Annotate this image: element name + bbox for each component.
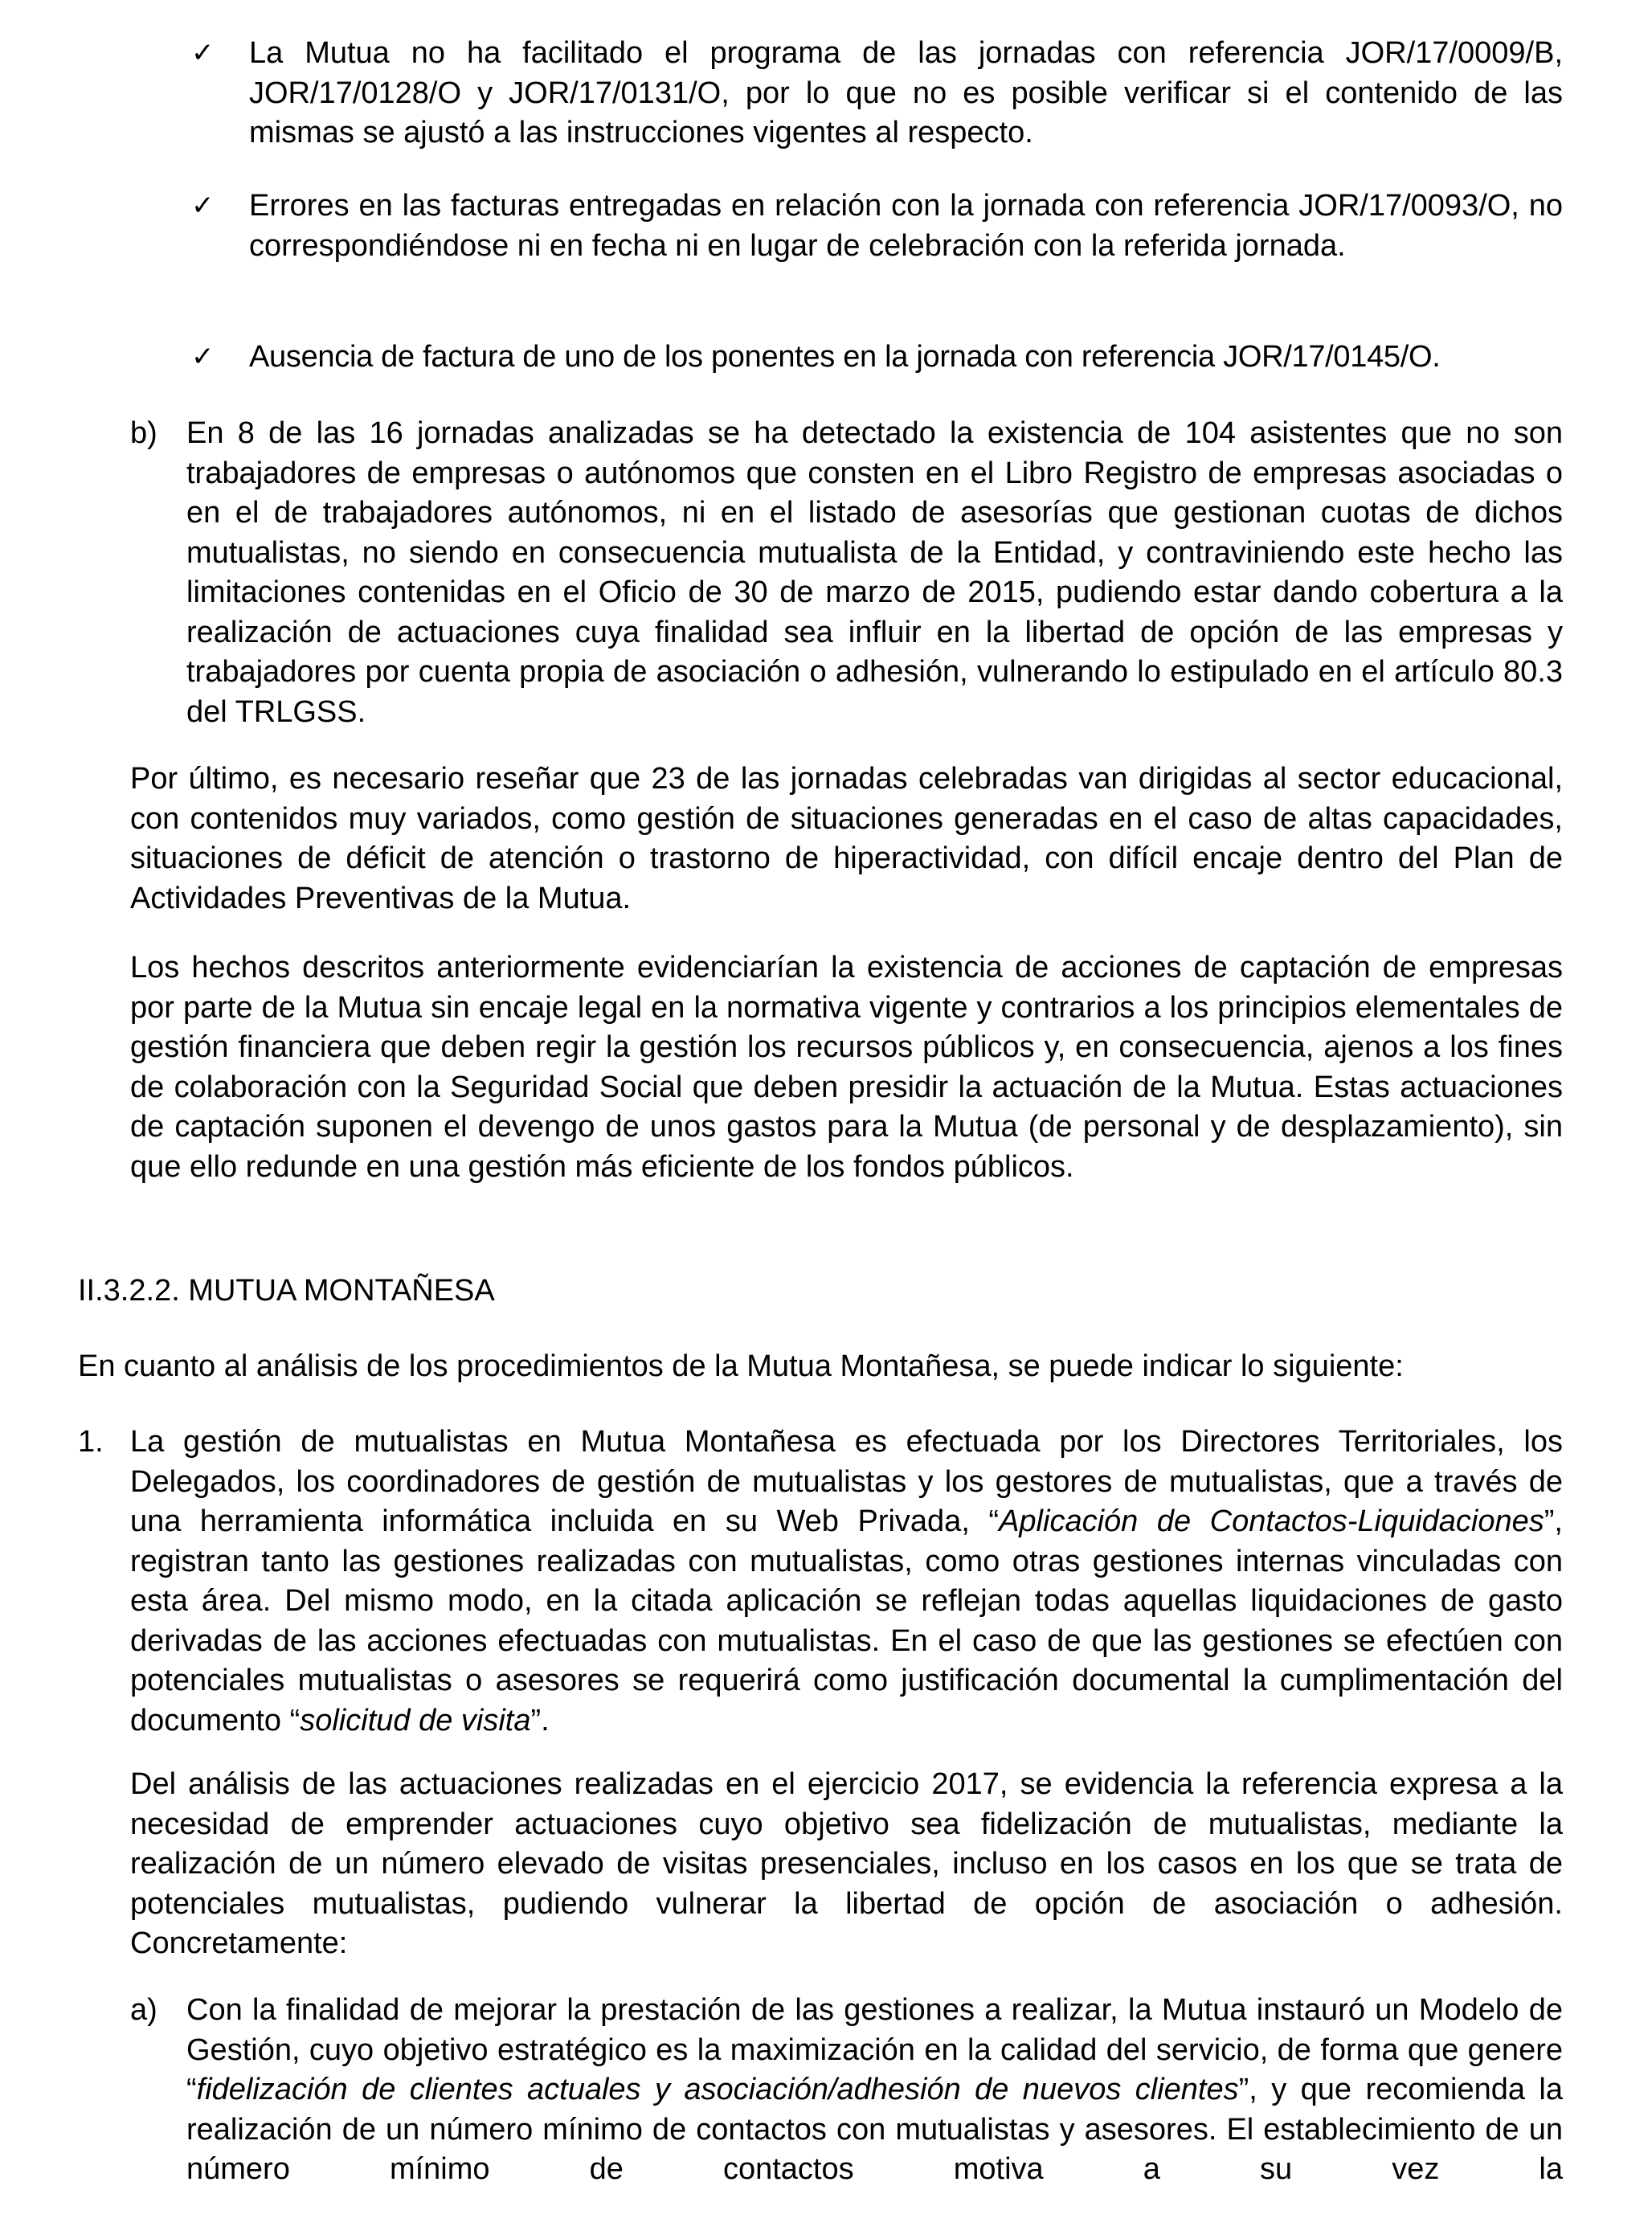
check-item-text: La Mutua no ha facilitado el programa de las jornadas con referencia JOR/17/0009/B, JOR/17/0128/O y JOR/17/0131/O, por lo que no es posible verificar si el contenido de las mismas se ajustó a las instrucciones vigentes al respecto. bbox=[249, 36, 1563, 149]
paragraph-hechos: Los hechos descritos anteriormente evidenciarían la existencia de acciones de captación de empresas por parte de la Mutua sin encaje legal en la normativa vigente y contrarios a los principios elementales de gestión financiera que deben regir la gestión los recursos públicos y, en consecuencia, ajenos a los fines de colaboración con la Seguridad Social que deben presidir la actuación de la Mutua. Estas actuaciones de captación suponen el devengo de unos gastos para la Mutua (de personal y de desplazamiento), sin que ello redunde en una gestión más eficiente de los fondos públicos. bbox=[130, 951, 1563, 1184]
checkmark-icon: ✓ bbox=[191, 37, 215, 69]
italic-term: solicitud de visita bbox=[300, 1703, 531, 1738]
text-run: ”, y que recomienda la realización de un número mínimo de contactos con mutualistas y asesores. El establecimiento de un número mínimo de contactos motiva a su vez la bbox=[186, 2073, 1563, 2186]
check-item-text: Errores en las facturas entregadas en relación con la jornada con referencia JOR/17/0093/O, no correspondiéndose ni en fecha ni en lugar de celebración con la referida jornada. bbox=[249, 189, 1563, 263]
section-intro: En cuanto al análisis de los procedimientos de la Mutua Montañesa, se puede indicar lo siguiente: bbox=[78, 1349, 1404, 1383]
list-marker: 1. bbox=[78, 1425, 104, 1459]
checkmark-icon: ✓ bbox=[191, 190, 215, 222]
list-item-text bbox=[130, 1423, 1563, 1741]
list-marker: a) bbox=[130, 1993, 157, 2027]
text-run: La gestión de mutualistas en Mutua Montañesa es efectuada por los Directores Territoriales, los Delegados, los coordinadores de gestión de mutualistas y los gestores de mutualistas, que a través de una herramienta informática incluida en su Web Privada, “ bbox=[130, 1425, 1563, 1538]
checkmark-icon: ✓ bbox=[191, 341, 215, 373]
paragraph-ultimo: Por último, es necesario reseñar que 23 de las jornadas celebradas van dirigidas al sector educacional, con contenidos muy variados, como gestión de situaciones generadas en el caso de altas capacidades, situaciones de déficit de atención o trastorno de hiperactividad, con difícil encaje dentro del Plan de Actividades Preventivas de la Mutua. bbox=[130, 762, 1563, 915]
text-run: ”, registran tanto las gestiones realizadas con mutualistas, como otras gestiones internas vinculadas con esta área. Del mismo modo, en la citada aplicación se reflejan todas aquellas liquidaciones de gasto derivadas de las acciones efectuadas con mutualistas. En el caso de que las gestiones se efectúen con potenciales mutualistas o asesores se requerirá como justificación documental la cumplimentación del documento “ bbox=[130, 1504, 1563, 1738]
list-item-text bbox=[186, 1991, 1563, 2190]
text-run: Con la finalidad de mejorar la prestación de las gestiones a realizar, la Mutua instauró un Modelo de Gestión, cuyo objetivo estratégico es la maximización en la calidad del servicio, de forma que genere “ bbox=[186, 1993, 1563, 2106]
section-heading: II.3.2.2. MUTUA MONTAÑESA bbox=[78, 1274, 495, 1308]
italic-term: Aplicación de Contactos-Liquidaciones bbox=[999, 1504, 1544, 1538]
check-item-text: Ausencia de factura de uno de los ponentes en la jornada con referencia JOR/17/0145/O. bbox=[249, 340, 1441, 374]
paragraph-analisis: Del análisis de las actuaciones realizadas en el ejercicio 2017, se evidencia la referencia expresa a la necesidad de emprender actuaciones cuyo objetivo sea fidelización de mutualistas, mediante la realización de un número elevado de visitas presenciales, incluso en los casos en los que se trata de potenciales mutualistas, pudiendo vulnerar la libertad de opción de asociación o adhesión. Concretamente: bbox=[130, 1767, 1563, 1960]
list-marker: b) bbox=[130, 416, 157, 450]
text-run: ”. bbox=[530, 1703, 550, 1738]
list-item-text: En 8 de las 16 jornadas analizadas se ha detectado la existencia de 104 asistentes que no son trabajadores de empresas o autónomos que consten en el Libro Registro de empresas asociadas o en el de trabajadores autónomos, ni en el listado de asesorías que gestionan cuotas de dichos mutualistas, no siendo en consecuencia mutualista de la Entidad, y contraviniendo este hecho las limitaciones contenidas en el Oficio de 30 de marzo de 2015, pudiendo estar dando cobertura a la realización de actuaciones cuya finalidad sea influir en la libertad de opción de las empresas y trabajadores por cuenta propia de asociación o adhesión, vulnerando lo estipulado en el artículo 80.3 del TRLGSS. bbox=[186, 416, 1563, 729]
italic-term: fidelización de clientes actuales y asociación/adhesión de nuevos clientes bbox=[196, 2073, 1239, 2106]
